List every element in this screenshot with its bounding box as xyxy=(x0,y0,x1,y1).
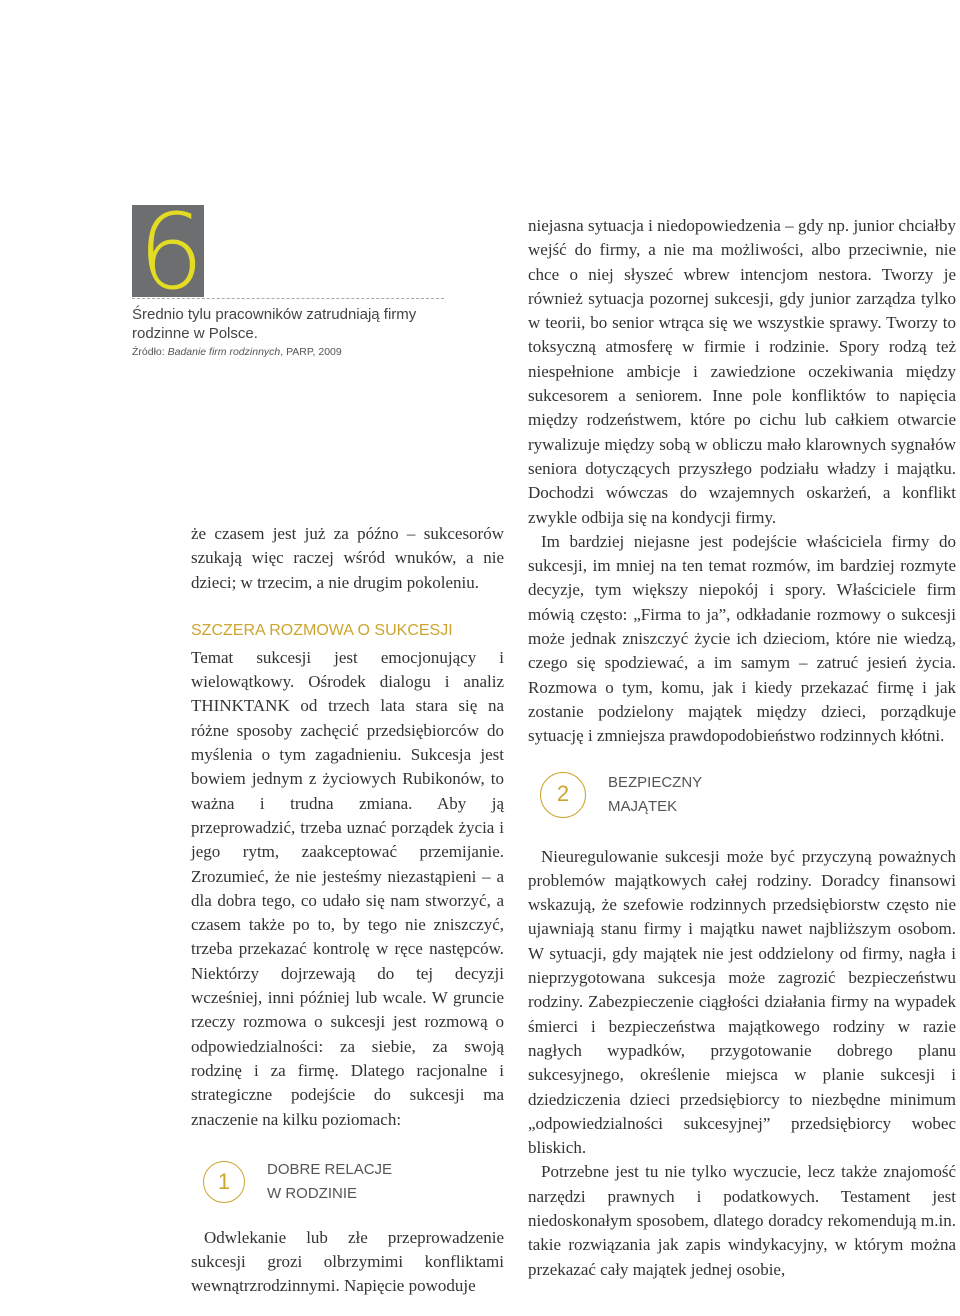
number-circle-2: 2 xyxy=(540,772,586,818)
source-title: Badanie firm rodzinnych xyxy=(167,346,281,358)
paragraph-3: Nieuregulowanie sukcesji może być przyczyną poważnych problemów majątkowych całej rodziny. Doradcy finansowi wskazują, że szefowie rodzinnych przedsiębiorstw często nie ujawniają stanu firmy i majątku nawet najbliższym osobom. W sytuacji, gdy majątek nie jest oddzielony od firmy, nagła i nieprzygotowana sukcesja może zagrozić bezpieczeństwu rodziny. Zabezpieczenie ciągłości działania firmy na wypadek śmierci i bezpieczeństwa majątkowego rodziny w razie nagłych wypadków, przygotowanie dobrego planu sukcesyjnego, określenie miejsca w planie sukcesji i dziedziczenia dzieci przedsiębiorcy to niezbędne minimum „odpowiedzialności sukcesyjnej” przedsiębiorcy wobec bliskich. xyxy=(528,846,956,1158)
number-circle-1: 1 xyxy=(203,1161,245,1203)
stat-caption: Średnio tylu pracowników zatrudniają firmy rodzinne w Polsce. xyxy=(132,306,417,342)
numbered-heading-2-title xyxy=(608,771,702,819)
paragraph-4: Potrzebne jest tu nie tylko wyczucie, lecz także znajomość narzędzi prawnych i podatkowych. Testament jest niedoskonałym sposobem, dlatego doradcy rekomendują m.in. takie rozwiązania jak zapis windykacyjny, w którym można przekazać cały majątek jednej osobie, xyxy=(528,1162,956,1279)
paragraph-1: niejasna sytuacja i niedopowiedzenia – gdy np. junior chciałby wejść do firmy, a nie ma możliwości, albo przeciwnie, nie chce o niej słyszeć wbrew intencjom nestora. Tworzy je również sytuacja pozornej sukcesji, gdy junior zarządza tylko w teorii, bo senior wtrąca się we wszystkie sprawy. Tworzy to toksyczną atmosferę w firmie i rodzinie. Spory rodzą też niespełnione ambicje i zawiedzione oczekiwania między sukcesorem a seniorem. Inne pole konfliktów to napięcia między rodzeństwem, które po cichu lub całkiem otwarcie rywalizuje między sobą w obliczu mało klarownych sygnałów seniora dotyczących przyszłego podziału władzy i majątku. Dochodzi wówczas do wzajemnych oskarżeń, a konflikt zwykle odbija się na kondycji firmy. xyxy=(528,216,956,527)
numbered-heading-1 xyxy=(203,1158,504,1206)
dashed-divider xyxy=(132,298,444,299)
body-paragraph: Temat sukcesji jest emocjonujący i wielowątkowy. Ośrodek dialogu i analiz THINKTANK od trzech lata stara się na różne sposoby zachęcić przedsiębiorców do myślenia o tym zagadnieniu. Sukcesja jest bowiem jednym z życiowych Rubikonów, to ważna i trudna zmiana. Aby ją przeprowadzić, trzeba uznać porządek życia i jego rytm, zaakceptować przemijanie. Zrozumieć, że nie jesteśmy niezastąpieni – a dla dobra tego, co udało się nam stworzyć, a czasem także po to, by tego nie zniszczyć, trzeba przekazać kontrolę w ręce następców. Niektórzy dojrzewają do tej decyzji wcześniej, inni później lub wcale. W gruncie rzeczy rozmowa o sukcesji jest rozmową o odpowiedzialności: za siebie, za swoją rodzinę i za firmę. Dlatego racjonalne i strategiczne podejście do sukcesji ma znaczenie na kilku poziomach: xyxy=(191,647,504,1129)
source-suffix: , PARP, 2009 xyxy=(280,346,342,358)
stat-source xyxy=(132,346,342,358)
paragraph-2: Im bardziej niejasne jest podejście właściciela firmy do sukcesji, im mniej na ten temat rozmów, im bardziej rozmyte decyzje, tym większy niepokój i spory. Właściciele firm mówią często: „Firma to ja”, odkładanie rozmowy o sukcesji może jednak zniszczyć życie ich dzieciom, które nie wiedzą, czego się spodziewać, a im samym – zatruć jesień życia. Rozmowa o tym, komu, jak i kiedy przekazać firmę i jak zostanie podzielony majątek między dzieci, porządkuje sytuację i zmniejsza prawdopodobieństwo rodzinnych kłótni. xyxy=(528,531,956,746)
stat-number: 6 xyxy=(138,191,203,313)
point2-title-line1: BEZPIECZNY xyxy=(608,773,703,791)
point2-title-line2: MAJĄTEK xyxy=(608,797,678,815)
intro-paragraph: że czasem jest już za późno – sukcesorów szukają więc raczej wśród wnuków, a nie dzieci; w trzecim, a nie drugim pokoleniu. xyxy=(191,524,504,592)
section-headline: SZCZERA ROZMOWA O SUKCESJI xyxy=(191,621,453,639)
source-prefix: Źródło: xyxy=(132,346,168,358)
numbered-heading-1-title xyxy=(267,1158,392,1206)
point1-paragraph: Odwlekanie lub złe przeprowadzenie sukcesji grozi olbrzymimi konfliktami wewnątrzrodzinnymi. Napięcie powoduje xyxy=(191,1227,504,1296)
point1-title-line2: W RODZINIE xyxy=(267,1184,357,1202)
left-column xyxy=(191,522,504,1299)
point1-title-line1: DOBRE RELACJE xyxy=(267,1160,393,1178)
numbered-heading-2 xyxy=(540,771,956,819)
right-column xyxy=(528,214,956,1282)
